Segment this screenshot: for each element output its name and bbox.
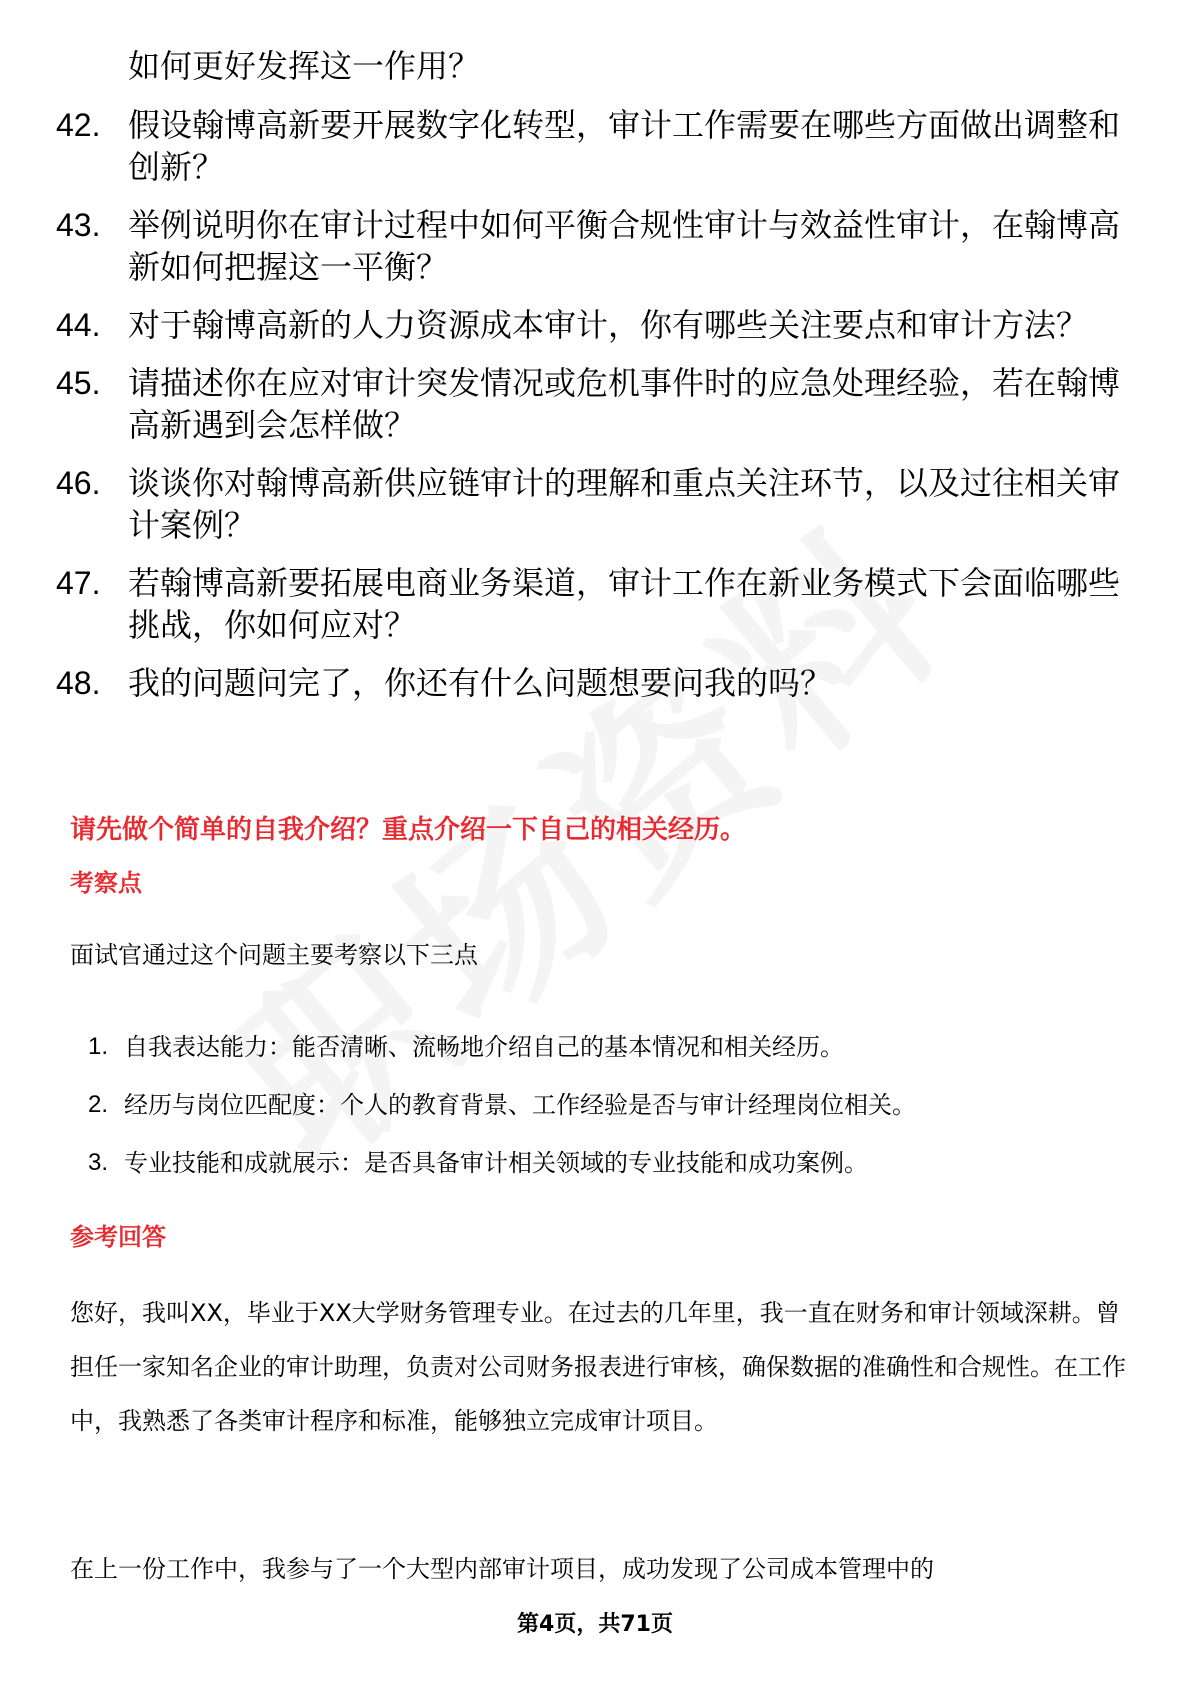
focus-intro: 面试官通过这个问题主要考察以下三点: [70, 941, 478, 969]
focus-point-text: 自我表达能力：能否清晰、流畅地介绍自己的基本情况和相关经历。: [124, 1033, 844, 1061]
question-number: 48.: [56, 665, 101, 701]
question-item: [56, 562, 1136, 646]
question-number: 45.: [56, 365, 101, 401]
focus-point-text: 专业技能和成就展示：是否具备审计相关领域的专业技能和成功案例。: [124, 1149, 868, 1177]
question-text: 举例说明你在审计过程中如何平衡合规性审计与效益性审计，在翰博高新如何把握这一平衡？: [128, 206, 1121, 286]
page-footer: 第4页，共71页: [517, 1612, 673, 1637]
question-item: [56, 462, 1136, 546]
question-item: [56, 362, 1136, 446]
question-item: [56, 662, 1136, 704]
focus-point-number: 1.: [88, 1033, 109, 1060]
question-text: 对于翰博高新的人力资源成本审计，你有哪些关注要点和审计方法？: [128, 306, 1089, 344]
question-number: 43.: [56, 207, 101, 243]
focus-point: [88, 1088, 916, 1122]
focus-points-list: [88, 1030, 916, 1204]
question-text: 我的问题问完了，你还有什么问题想要问我的吗？: [128, 664, 833, 702]
question-continuation: 如何更好发挥这一作用？: [128, 47, 481, 85]
question-item: [56, 204, 1136, 288]
section-title: 请先做个简单的自我介绍？重点介绍一下自己的相关经历。: [70, 815, 747, 845]
question-text: 谈谈你对翰博高新供应链审计的理解和重点关注环节，以及过往相关审计案例？: [128, 464, 1121, 544]
question-text: 请描述你在应对审计突发情况或危机事件时的应急处理经验，若在翰博高新遇到会怎样做？: [128, 364, 1121, 444]
focus-point-number: 3.: [88, 1149, 109, 1176]
answer-heading: 参考回答: [70, 1223, 166, 1251]
question-number: 46.: [56, 465, 101, 501]
answer-paragraph: 您好，我叫XX，毕业于XX大学财务管理专业。在过去的几年里，我一直在财务和审计领域深耕。曾担任一家知名企业的审计助理，负责对公司财务报表进行审核，确保数据的准确性和合规性。在工作中，我熟悉了各类审计程序和标准，能够独立完成审计项目。: [70, 1299, 1126, 1435]
question-text: 假设翰博高新要开展数字化转型，审计工作需要在哪些方面做出调整和创新？: [128, 106, 1121, 186]
focus-point: [88, 1146, 916, 1180]
question-item: [56, 304, 1136, 346]
focus-heading: 考察点: [70, 869, 142, 897]
focus-point: [88, 1030, 916, 1064]
answer-paragraph: 在上一份工作中，我参与了一个大型内部审计项目，成功发现了公司成本管理中的: [70, 1555, 934, 1583]
question-number: 44.: [56, 307, 101, 343]
focus-point-text: 经历与岗位匹配度：个人的教育背景、工作经验是否与审计经理岗位相关。: [124, 1091, 916, 1119]
question-number: 42.: [56, 107, 101, 143]
question-number: 47.: [56, 565, 101, 601]
question-list: [56, 104, 1136, 720]
question-text: 若翰博高新要拓展电商业务渠道，审计工作在新业务模式下会面临哪些挑战，你如何应对？: [128, 564, 1121, 644]
question-item: [56, 104, 1136, 188]
focus-point-number: 2.: [88, 1091, 109, 1118]
